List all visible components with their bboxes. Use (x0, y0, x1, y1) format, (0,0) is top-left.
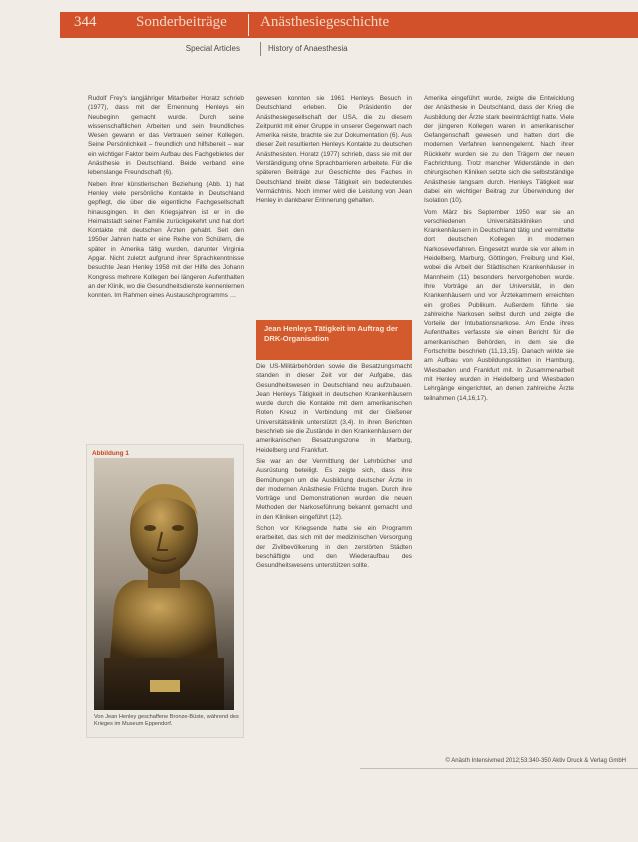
column-2-top (256, 94, 412, 320)
paragraph: Sie war an der Vermittlung der Lehrbücher und Ausrüstung beteiligt. Es zeigte sich, dass ihre Bemühungen um die Ausbildung deutscher Ärzte in der modernen Anästhesie Früchte trugen. Durch ihre Vorträge und Demonstrationen wurden die neuen Methoden der Narkoseführung bekannt gemacht und in den Kliniken eingeführt (12). (256, 457, 412, 521)
subheader-right: History of Anaesthesia (268, 44, 348, 53)
header-divider (248, 14, 249, 36)
subheader-divider (260, 42, 261, 56)
paragraph: gewesen konnten sie 1961 Henleys Besuch in Deutschland erleben. Die Präsidentin der Anästhesiegesellschaft der USA, die zu diesem Zeitpunkt mit einer Gruppe in unserer Gegenwart nach Amerika reiste, brachte sie zur Dokumentation (6). Aus dieser Zeit resultierten Henleys Kontakte zu deutschen Anästhesisten. Horatz (1977) schrieb, dass sie mit der Verständigung ohne Sprachbarrieren arbeitete. Für die späteren Beiträge zur Geschichte des Faches in Deutschland bleibt diese Tätigkeit ein bedeutendes Vermächtnis. Noch immer wird die Leistung von Jean Henley in dankbarer Erinnerung gehalten. (256, 95, 412, 205)
subheading-box (256, 320, 412, 360)
footer-copyright: © Anästh Intensivmed 2012;53:340-350 Aktiv Druck & Verlag GmbH (445, 758, 626, 764)
paragraph: Die US-Militärbehörden sowie die Besatzungsmacht standen in dieser Zeit vor der Aufgabe, das Gesundheitswesen in Deutschland neu aufzubauen. Jean Henleys Tätigkeit in deutschen Krankenhäusern wurde durch die Kontakte mit dem amerikanischen Roten Kreuz in Verbindung mit der Gießener Universitätsklinik unterstützt (3,4). In ihren Berichten beschrieb sie die Zustände in den Krankenhäusern der amerikanischen Besatzungszone in Marburg, Heidelberg und Frankfurt. (256, 363, 412, 454)
paragraph: Amerika eingeführt wurde, zeigte die Entwicklung der Anästhesie in Deutschland, dass der Krieg die Ausbildung der Ärzte stark beeinträchtigt hatte. Viele der jüngeren Kollegen waren in amerikanischer Gefangenschaft gewesen und hatten dort die modernen Verfahren kennengelernt. Nach ihrer Rückkehr wurden sie zu den Trägern der neuen Fachrichtung. Trotz mancher Widerstände in den chirurgischen Kliniken setzte sich die selbstständige Anästhesie langsam durch. Henleys Tätigkeit war dabei ein wichtiger Beitrag zur Überwindung der Isolation (10). (424, 95, 574, 205)
page-number: 344 (74, 14, 97, 30)
paragraph: Vom März bis September 1950 war sie an verschiedenen Universitätskliniken und Krankenhäusern in Deutschland tätig und vermittelte dort deutschen Kollegen in modernen Narkoseverfahren. Eingesetzt wurde sie vor allem in Heidelberg, Marburg, Göttingen, Freiburg und Kiel, wobei die Arbeit der Städtischen Krankenhäuser in Mannheim (11) besonders hervorgehoben wurde. Ihre Vorträge an der Universität, in den Krankenhäusern und vor Ärztekammern erreichten ein großes Publikum. Außerdem führte sie zahlreiche Narkosen selbst durch und zeigte die Vorteile der Intubationsnarkose. Am Ende ihres Aufenthaltes verfasste sie einen Bericht für die amerikanischen Behörden, in dem sie die Fortschritte beschrieb (11,13,15). Danach wirkte sie am Aufbau von Ausbildungsstätten in Hamburg, Wiesbaden und Frankfurt mit. In Zusammenarbeit mit Henley wurden in Heidelberg und Wiesbaden Lehrgänge eingerichtet, an denen zahlreiche Ärzte teilnahmen (14,16,17). (424, 208, 574, 402)
paragraph: Rudolf Frey's langjähriger Mitarbeiter Horatz schrieb (1977), dass mit der Ernennung Henleys ein Neubeginn gemacht wurde. Durch seine wissenschaftlichen Arbeiten und sein freundliches Wesen gewann er das Vertrauen seiner Kollegen. Seine Persönlichkeit – freundlich und hilfsbereit – war ein wichtiger Faktor beim Aufbau des Fachgebietes der Anästhesie in Deutschland. Beide verband eine lebenslange Freundschaft (6). (88, 95, 244, 177)
paragraph: Neben ihrer künstlerischen Beziehung (Abb. 1) hat Henley viele persönliche Kontakte in Deutschland gepflegt, die über die eigentliche Fachgesellschaft hinausgingen. In den Kriegsjahren ist er in die Heimatstadt seiner Familie zurückgekehrt und hat dort Kontakte mit deutschen Ärzten gehabt. Seit den 1950er Jahren hatte er eine Reihe von Schülern, die später in Amerika tätig wurden, darunter Virginia Apgar. Nicht zuletzt aufgrund ihrer Sprachkenntnisse besuchte Jean Henley 1958 mit der Hilfe des Johann Kongress mehrere Kollegen bei längeren Aufenthalten an der Klinik, wo die Gesundheitsdienste kennenlernen konnten. Im Rahmen eines Austauschprogramms … (88, 180, 244, 300)
subheader-left: Special Articles (185, 44, 240, 53)
section-label: Sonderbeiträge (136, 14, 227, 30)
column-1 (88, 94, 244, 430)
topic-label: Anästhesiegeschichte (260, 14, 390, 30)
figure-caption: Von Jean Henley geschaffene Bronze-Büste, während des Krieges im Museum Eppendorf. (94, 714, 239, 728)
paragraph: Schon vor Kriegsende hatte sie ein Programm erarbeitet, das sich mit der medizinischen Versorgung der Zivilbevölkerung in den zerstörten Städten beschäftigte und den Wiederaufbau des Gesundheitswesens unterstützen sollte. (256, 525, 412, 570)
column-2-bottom (256, 362, 412, 758)
column-3 (424, 94, 574, 758)
figure-label: Abbildung 1 (92, 450, 129, 457)
subheading: Jean Henleys Tätigkeit im Auftrag der DRK-Organisation (264, 324, 398, 343)
bronze-bust-image (94, 458, 234, 710)
footer-rule (360, 768, 638, 769)
